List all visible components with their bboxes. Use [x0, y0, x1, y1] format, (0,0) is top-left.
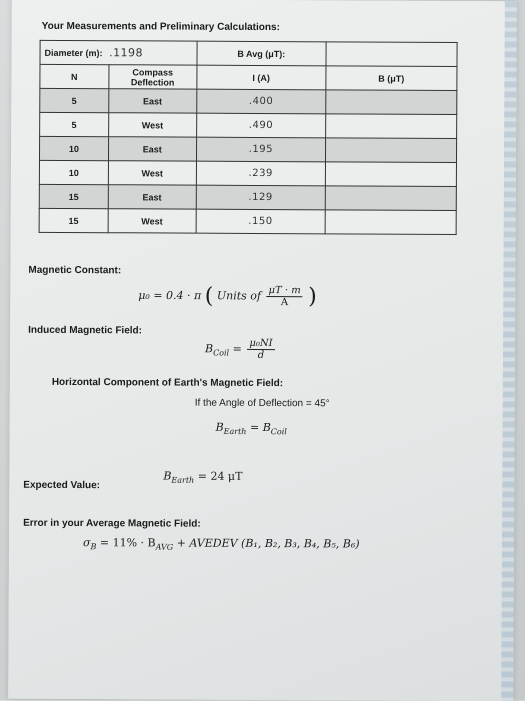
- mu0-expression: μ₀ = 0.4 · π: [138, 288, 202, 303]
- header-deflection: Compass Deflection: [108, 65, 196, 89]
- cell-n: 10: [39, 160, 108, 184]
- magnetic-constant-equation: μ₀ = 0.4 · π ( Units of $\frac{\mu T \cdot m}{A}$ ): [138, 283, 317, 310]
- units-fraction: [266, 285, 302, 308]
- expected-value-label: Expected Value:: [23, 479, 101, 492]
- cell-current: [197, 113, 326, 138]
- cell-n: 5: [40, 112, 109, 136]
- error-coefficient: = 11% · B: [99, 536, 156, 550]
- cell-b: [325, 210, 457, 235]
- table-row: [39, 184, 456, 210]
- b-coil-subscript: Coil: [213, 348, 230, 358]
- b-coil-subscript-2: Coil: [270, 427, 287, 437]
- horizontal-component-label: Horizontal Component of Earth's Magnetic Field:: [51, 376, 284, 390]
- earth-equals-coil-equation: $B_{Earth} = B_{Coil}$: [215, 420, 287, 437]
- table-row: [39, 136, 456, 162]
- b-earth-expected-symbol: B: [163, 469, 172, 483]
- sigma-symbol: σ: [82, 536, 91, 550]
- induced-field-equation: $B_{Coil}$ = $\frac{\text{μ₀NI}}{d}$: [204, 337, 273, 362]
- current-value: .150: [248, 215, 273, 228]
- diameter-value: .1198: [109, 46, 144, 60]
- table-row: [40, 88, 457, 114]
- cell-current: [196, 137, 325, 162]
- bavg-value-cell: [326, 42, 458, 67]
- units-denominator: A: [280, 297, 289, 309]
- diameter-label: Diameter (m):: [44, 47, 103, 59]
- measurements-table: [39, 40, 458, 235]
- avedev-expression: + AVEDEV (B₁, B₂, B₃, B₄, B₅, B₆): [176, 536, 360, 551]
- units-text: Units of: [216, 289, 262, 303]
- b-coil-symbol-2: B: [262, 421, 271, 435]
- error-equation: [83, 536, 360, 553]
- cell-current: [197, 89, 326, 114]
- cell-b: [325, 90, 457, 115]
- cell-b: [325, 138, 457, 163]
- table-row: [40, 112, 457, 138]
- cell-deflection: East: [108, 89, 196, 113]
- bavg-subscript: AVG: [155, 542, 174, 552]
- table-top-row: [40, 40, 457, 66]
- table-header-row: [40, 64, 457, 90]
- cell-n: 5: [40, 88, 109, 112]
- cell-deflection: West: [108, 209, 196, 233]
- induced-numerator: μ₀NI: [247, 338, 274, 350]
- cell-b: [325, 186, 457, 211]
- header-current: I (A): [197, 65, 326, 90]
- cell-n: 10: [39, 136, 108, 160]
- worksheet-paper: [8, 0, 517, 701]
- cell-deflection: West: [108, 161, 196, 185]
- expected-value-equation: [163, 469, 242, 485]
- angle-condition: If the Angle of Deflection = 45°: [194, 397, 330, 410]
- b-earth-subscript: Earth: [223, 426, 247, 437]
- b-earth-expected-subscript: Earth: [171, 475, 195, 485]
- error-label: Error in your Average Magnetic Field:: [23, 517, 201, 530]
- cell-n: 15: [39, 208, 108, 232]
- cell-current: [196, 185, 325, 210]
- b-coil-symbol: B: [204, 342, 214, 356]
- current-value: .239: [248, 167, 273, 180]
- header-b: B (μT): [325, 66, 457, 91]
- cell-b: [325, 162, 457, 187]
- induced-fraction: [247, 338, 274, 361]
- cell-deflection: East: [108, 185, 196, 209]
- section-heading: Your Measurements and Preliminary Calculations:: [41, 20, 280, 34]
- expected-value: = 24 μT: [197, 469, 243, 483]
- table-row: [39, 160, 456, 186]
- current-value: .195: [248, 143, 273, 156]
- b-earth-symbol: B: [215, 420, 224, 434]
- cell-deflection: West: [108, 113, 196, 137]
- diameter-cell: [40, 40, 197, 65]
- cell-current: [196, 209, 325, 234]
- cell-current: [196, 161, 325, 186]
- current-value: .129: [248, 191, 273, 204]
- current-value: .490: [248, 119, 274, 132]
- sigma-subscript: B: [90, 542, 97, 552]
- units-numerator: μT · m: [266, 285, 302, 297]
- bavg-label-cell: B Avg (μT):: [197, 41, 326, 66]
- binding-strip: [501, 1, 517, 701]
- cell-n: 15: [39, 184, 108, 208]
- table-row: [39, 208, 456, 234]
- cell-deflection: East: [108, 137, 196, 161]
- header-n: N: [40, 64, 109, 88]
- induced-denominator: d: [257, 349, 265, 362]
- cell-b: [325, 114, 457, 139]
- induced-field-label: Induced Magnetic Field:: [28, 324, 143, 337]
- magnetic-constant-label: Magnetic Constant:: [28, 264, 122, 277]
- current-value: .400: [248, 95, 274, 108]
